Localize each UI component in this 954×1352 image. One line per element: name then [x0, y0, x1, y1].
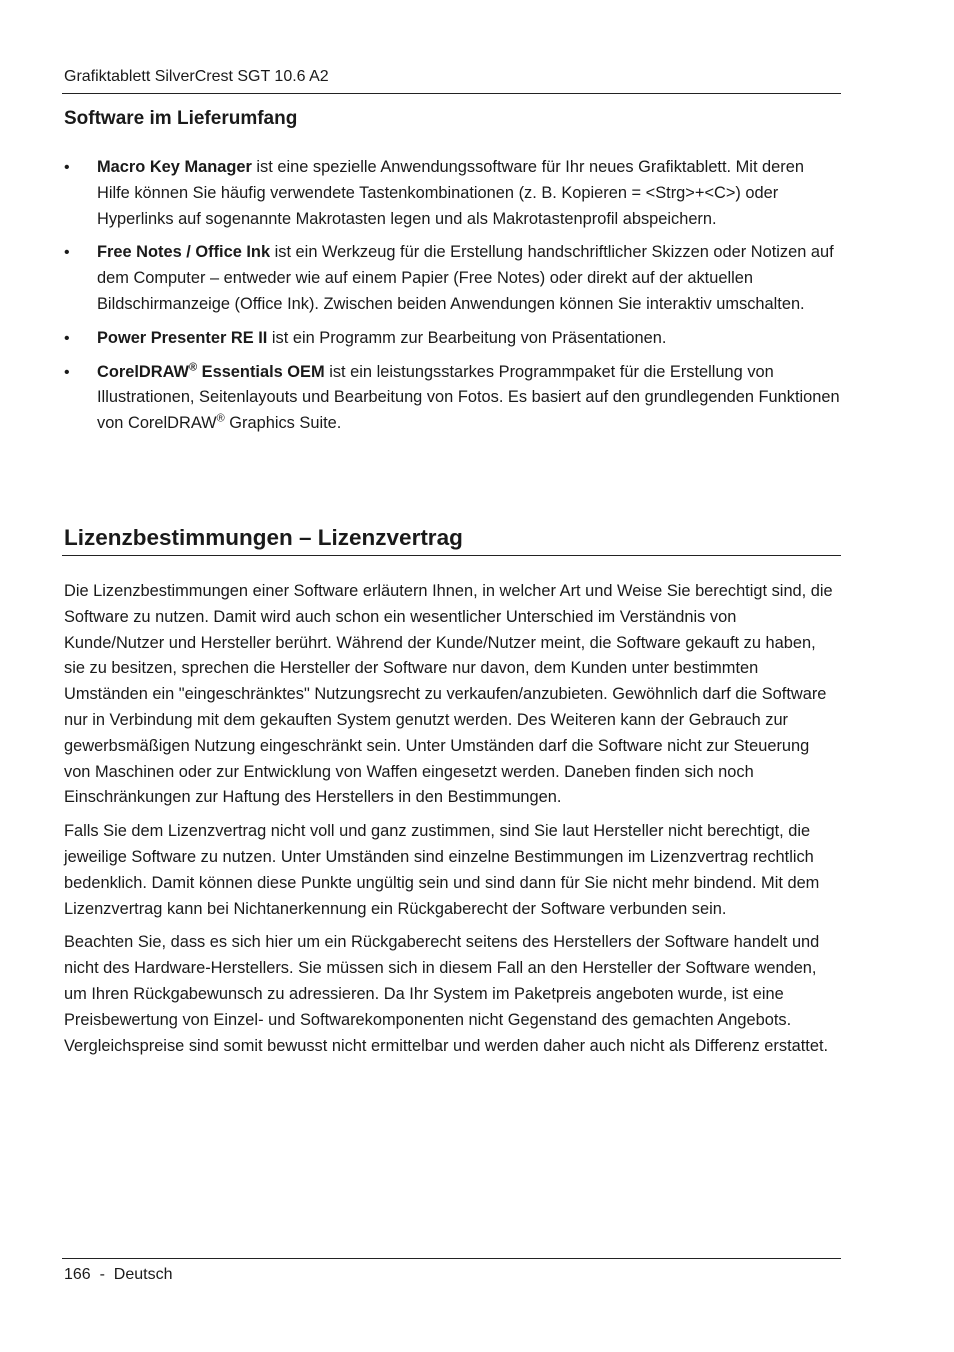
software-name: Free Notes / Office Ink [97, 243, 271, 262]
paragraph: Falls Sie dem Lizenzvertrag nicht voll und ganz zustimmen, sind Sie laut Hersteller nicht berechtigt, die jeweilige Software zu nutzen. Unter Umständen sind einzelne Bestimmungen im Lizenzvertrag rechtlich bedenklich. Damit können diese Punkte ungültig sein und sind dann für Sie nicht mehr bindend. Mit dem Lizenzvertrag kann bei Nichtanerkennung ein Rückgaberecht der Software verbunden sein. [64, 822, 820, 918]
list-item [64, 326, 840, 352]
license-body [64, 579, 840, 1067]
software-section-heading: Software im Lieferumfang [64, 108, 298, 129]
page-footer: 166 - Deutsch [64, 1266, 173, 1283]
software-name: Macro Key Manager [97, 158, 252, 176]
section-divider [62, 555, 841, 556]
software-name-part: CorelDRAW [97, 362, 189, 381]
list-item [64, 155, 840, 232]
header-divider [62, 93, 841, 94]
registered-mark: ® [188, 361, 198, 374]
software-name-part: Essentials OEM [197, 362, 325, 381]
software-description: ist eine spezielle Anwendungssoftware für Ihr neues Grafiktablett. Mit deren Hilfe können Sie häufig verwendete Tastenkombinationen (z. B. Kopieren = <Strg>+<C>) oder Hyperlinks auf sogenannte Makrotasten legen und als Makrotastenprofil abspeichern. [97, 158, 804, 228]
software-name: Power Presenter RE II [97, 328, 268, 347]
registered-mark: ® [216, 412, 225, 425]
bullet-icon: • [64, 363, 70, 381]
paragraph: Beachten Sie, dass es sich hier um ein Rückgaberecht seitens des Herstellers der Software handelt und nicht des Hardware-Herstellers. Sie müssen sich in diesem Fall an den Hersteller der Software wenden, um Ihren Rückgabewunsch zu adressieren. Da Ihr System im Paketpreis angeboten wurde, ist eine Preisbewertung von Einzel- und Softwarekomponenten nicht Gegenstand des gemachten Angebots. Vergleichspreise sind somit bewusst nicht ermittelbar und werden daher auch nicht als Differenz erstattet. [64, 933, 829, 1055]
page-header-title: Grafiktablett SilverCrest SGT 10.6 A2 [64, 68, 329, 85]
software-description: ist ein leistungsstarkes Programmpaket für die Erstellung von Illustrationen, Seitenlayouts und Bearbeitung von Fotos. Es basiert auf den grundlegenden Funktionen von CorelDRAW [97, 362, 840, 433]
software-description: ist ein Werkzeug für die Erstellung handschriftlicher Skizzen oder Notizen auf dem Computer – entweder wie auf einem Papier (Free Notes) oder direkt auf der aktuellen Bildschirmanzeige (Office Ink). Zwischen beiden Anwendungen können Sie interaktiv umschalten. [97, 243, 834, 313]
footer-divider [62, 1258, 841, 1259]
software-list [64, 155, 840, 445]
bullet-icon: • [64, 329, 70, 347]
software-description: ist ein Programm zur Bearbeitung von Präsentationen. [267, 328, 667, 347]
software-name [97, 363, 325, 381]
bullet-icon: • [64, 159, 70, 176]
list-item [64, 240, 840, 317]
bullet-icon: • [64, 244, 70, 262]
software-description: Graphics Suite. [224, 414, 342, 433]
list-item [64, 360, 840, 437]
license-section-heading: Lizenzbestimmungen – Lizenzvertrag [64, 525, 463, 550]
paragraph: Die Lizenzbestimmungen einer Software erläutern Ihnen, in welcher Art und Weise Sie berechtigt sind, die Software zu nutzen. Damit wird auch schon ein wesentlicher Unterschied im Verständnis von Kunde/Nutzer und Hersteller berührt. Während der Kunde/Nutzer meint, die Software gekauft zu haben, sie zu besitzen, sprechen die Hersteller der Software nur davon, dem Kunden unter bestimmten Umständen ein "eingeschränktes" Nutzungsrecht zu verkaufen/anzubieten. Gewöhnlich darf die Software nur in Verbindung mit dem gekauften System genutzt werden. Des Weiteren kann der Gebrauch zur gewerbsmäßigen Nutzung eingeschränkt sein. Unter Umständen darf die Software nicht zur Steuerung von Maschinen oder zur Entwicklung von Waffen eingesetzt werden. Daneben finden sich noch Einschränkungen zur Haftung des Herstellers in den Bestimmungen. [64, 582, 833, 807]
